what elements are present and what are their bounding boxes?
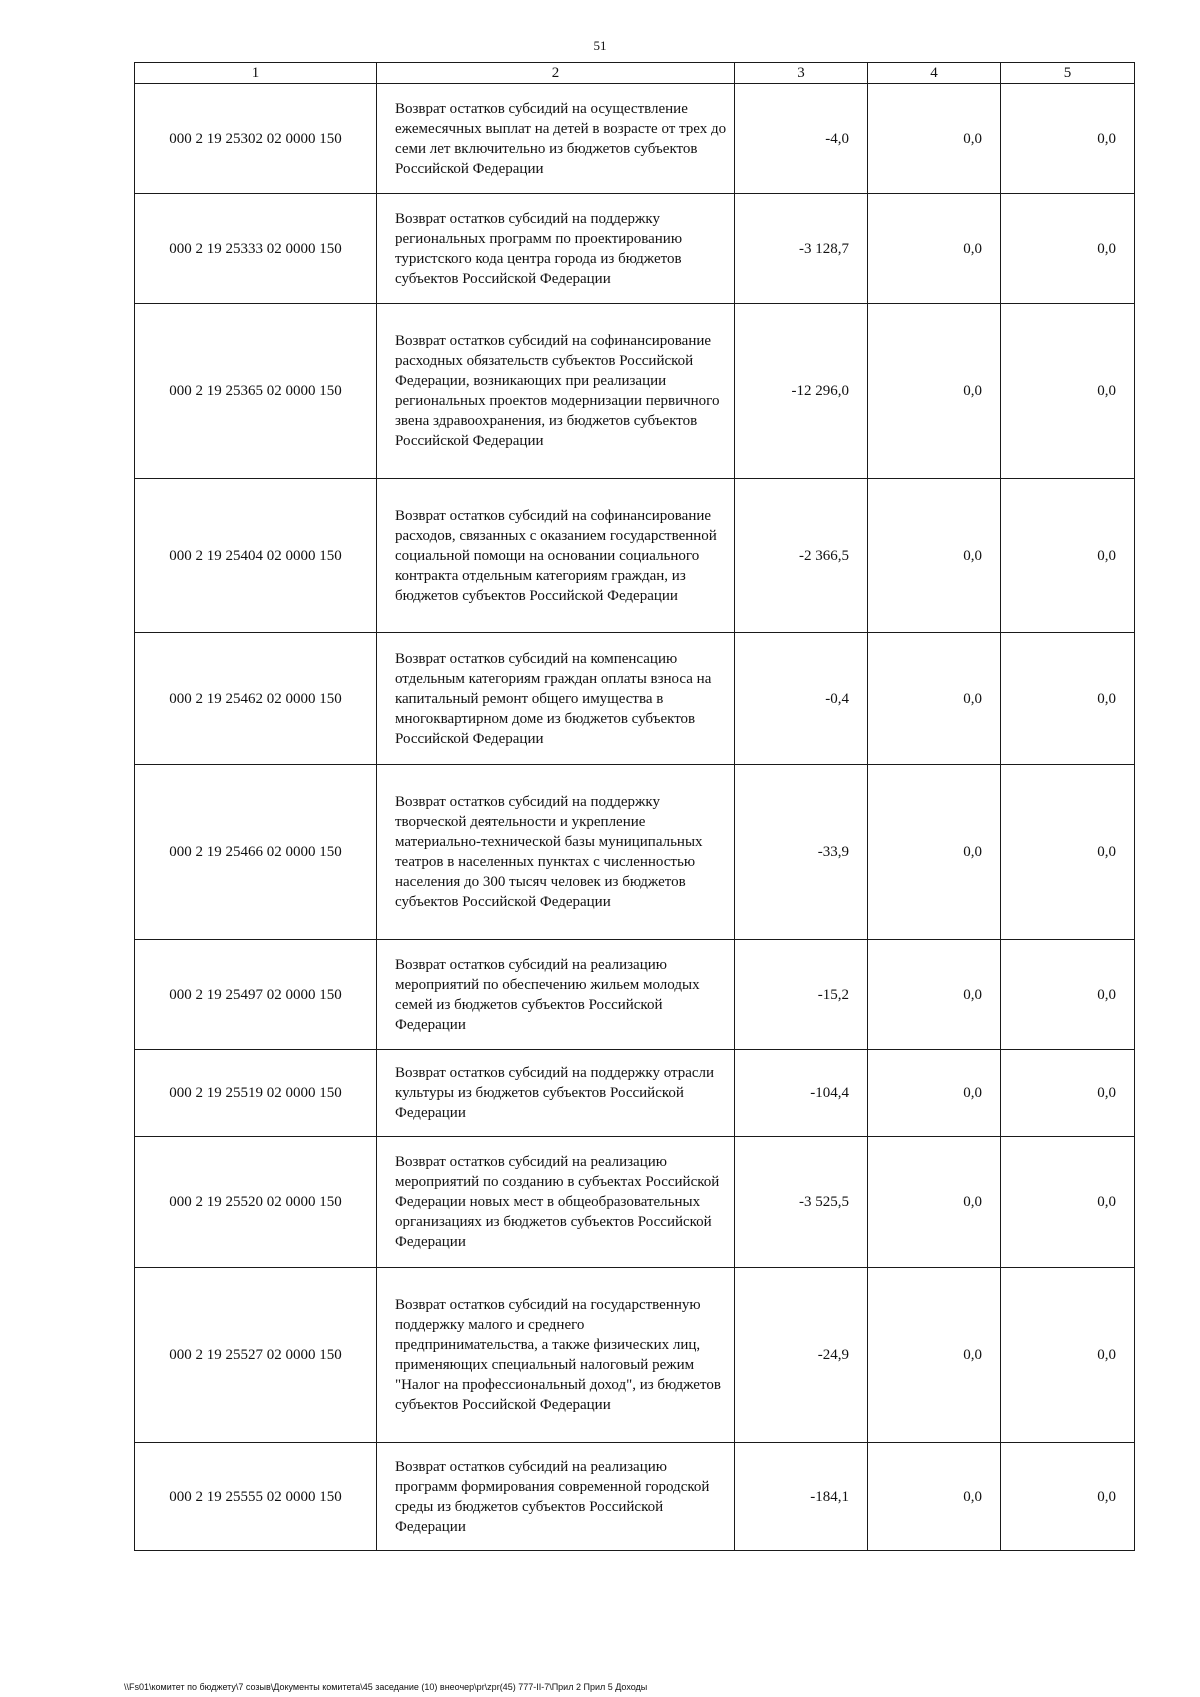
amount-col4-cell: 0,0 — [868, 765, 1001, 940]
table-row — [135, 194, 1135, 304]
table-row — [135, 304, 1135, 479]
budget-code-cell: 000 2 19 25497 02 0000 150 — [135, 940, 377, 1050]
revenue-name-cell: Возврат остатков субсидий на поддержку отрасли культуры из бюджетов субъектов Российской Федерации — [377, 1050, 735, 1137]
amount-col3-cell: -3 128,7 — [735, 194, 868, 304]
amount-col5-cell: 0,0 — [1001, 765, 1135, 940]
budget-code-cell: 000 2 19 25333 02 0000 150 — [135, 194, 377, 304]
amount-col3-cell: -12 296,0 — [735, 304, 868, 479]
amount-col4-cell: 0,0 — [868, 194, 1001, 304]
table-row — [135, 765, 1135, 940]
table-row — [135, 940, 1135, 1050]
amount-col5-cell: 0,0 — [1001, 194, 1135, 304]
page-number: 51 — [593, 38, 607, 53]
budget-code-cell: 000 2 19 25404 02 0000 150 — [135, 479, 377, 633]
amount-col4-cell: 0,0 — [868, 1443, 1001, 1551]
budget-code-cell: 000 2 19 25527 02 0000 150 — [135, 1268, 377, 1443]
budget-code-cell: 000 2 19 25466 02 0000 150 — [135, 765, 377, 940]
budget-code-cell: 000 2 19 25555 02 0000 150 — [135, 1443, 377, 1551]
amount-col3-cell: -2 366,5 — [735, 479, 868, 633]
footer-file-path: \\Fs01\комитет по бюджету\7 созыв\Документы комитета\45 заседание (10) внеочер\pr\zpr(45) 777-II-7\Прил 2 Прил 5 Доходы — [124, 1682, 648, 1692]
amount-col3-cell: -33,9 — [735, 765, 868, 940]
amount-col3-cell: -15,2 — [735, 940, 868, 1050]
amount-col4-cell: 0,0 — [868, 1268, 1001, 1443]
revenue-name-cell: Возврат остатков субсидий на поддержку региональных программ по проектированию туристского кода центра города из бюджетов субъектов Российской Федерации — [377, 194, 735, 304]
amount-col5-cell: 0,0 — [1001, 1443, 1135, 1551]
column-header-1: 1 — [135, 63, 377, 84]
table-row — [135, 1050, 1135, 1137]
table-row — [135, 84, 1135, 194]
amount-col3-cell: -0,4 — [735, 633, 868, 765]
budget-code-cell: 000 2 19 25520 02 0000 150 — [135, 1137, 377, 1268]
amount-col4-cell: 0,0 — [868, 633, 1001, 765]
amount-col3-cell: -24,9 — [735, 1268, 868, 1443]
table-row — [135, 1443, 1135, 1551]
column-header-4: 4 — [868, 63, 1001, 84]
table-row — [135, 633, 1135, 765]
amount-col5-cell: 0,0 — [1001, 1137, 1135, 1268]
budget-code-cell: 000 2 19 25365 02 0000 150 — [135, 304, 377, 479]
amount-col5-cell: 0,0 — [1001, 84, 1135, 194]
table-row — [135, 479, 1135, 633]
table-row — [135, 1268, 1135, 1443]
amount-col4-cell: 0,0 — [868, 304, 1001, 479]
budget-code-cell: 000 2 19 25462 02 0000 150 — [135, 633, 377, 765]
revenue-name-cell: Возврат остатков субсидий на государственную поддержку малого и среднего предпринимательства, а также физических лиц, применяющих специальный налоговый режим "Налог на профессиональный доход", из бюджетов субъектов Российской Федерации — [377, 1268, 735, 1443]
revenue-name-cell: Возврат остатков субсидий на софинансирование расходов, связанных с оказанием государственной социальной помощи на основании социального контракта отдельным категориям граждан, из бюджетов субъектов Российской Федерации — [377, 479, 735, 633]
amount-col4-cell: 0,0 — [868, 1050, 1001, 1137]
revenue-name-cell: Возврат остатков субсидий на реализацию мероприятий по обеспечению жильем молодых семей из бюджетов субъектов Российской Федерации — [377, 940, 735, 1050]
amount-col5-cell: 0,0 — [1001, 1050, 1135, 1137]
amount-col5-cell: 0,0 — [1001, 940, 1135, 1050]
column-number-header-row — [135, 63, 1135, 84]
revenue-name-cell: Возврат остатков субсидий на софинансирование расходных обязательств субъектов Российской Федерации, возникающих при реализации региональных проектов модернизации первичного звена здравоохранения, из бюджетов субъектов Российской Федерации — [377, 304, 735, 479]
column-header-5: 5 — [1001, 63, 1135, 84]
revenue-name-cell: Возврат остатков субсидий на поддержку творческой деятельности и укрепление материально-технической базы муниципальных театров в населенных пунктах с численностью населения до 300 тысяч человек из бюджетов субъектов Российской Федерации — [377, 765, 735, 940]
column-header-2: 2 — [377, 63, 735, 84]
amount-col4-cell: 0,0 — [868, 940, 1001, 1050]
column-header-3: 3 — [735, 63, 868, 84]
budget-revenue-table — [134, 62, 1135, 1551]
revenue-name-cell: Возврат остатков субсидий на компенсацию отдельным категориям граждан оплаты взноса на капитальный ремонт общего имущества в многоквартирном доме из бюджетов субъектов Российской Федерации — [377, 633, 735, 765]
amount-col5-cell: 0,0 — [1001, 1268, 1135, 1443]
amount-col4-cell: 0,0 — [868, 479, 1001, 633]
amount-col5-cell: 0,0 — [1001, 304, 1135, 479]
table-row — [135, 1137, 1135, 1268]
amount-col5-cell: 0,0 — [1001, 479, 1135, 633]
budget-code-cell: 000 2 19 25302 02 0000 150 — [135, 84, 377, 194]
amount-col4-cell: 0,0 — [868, 84, 1001, 194]
revenue-name-cell: Возврат остатков субсидий на реализацию программ формирования современной городской среды из бюджетов субъектов Российской Федерации — [377, 1443, 735, 1551]
budget-code-cell: 000 2 19 25519 02 0000 150 — [135, 1050, 377, 1137]
amount-col5-cell: 0,0 — [1001, 633, 1135, 765]
amount-col3-cell: -184,1 — [735, 1443, 868, 1551]
amount-col4-cell: 0,0 — [868, 1137, 1001, 1268]
revenue-name-cell: Возврат остатков субсидий на реализацию мероприятий по созданию в субъектах Российской Федерации новых мест в общеобразовательных организациях из бюджетов субъектов Российской Федерации — [377, 1137, 735, 1268]
amount-col3-cell: -4,0 — [735, 84, 868, 194]
revenue-name-cell: Возврат остатков субсидий на осуществление ежемесячных выплат на детей в возрасте от трех до семи лет включительно из бюджетов субъектов Российской Федерации — [377, 84, 735, 194]
amount-col3-cell: -3 525,5 — [735, 1137, 868, 1268]
amount-col3-cell: -104,4 — [735, 1050, 868, 1137]
